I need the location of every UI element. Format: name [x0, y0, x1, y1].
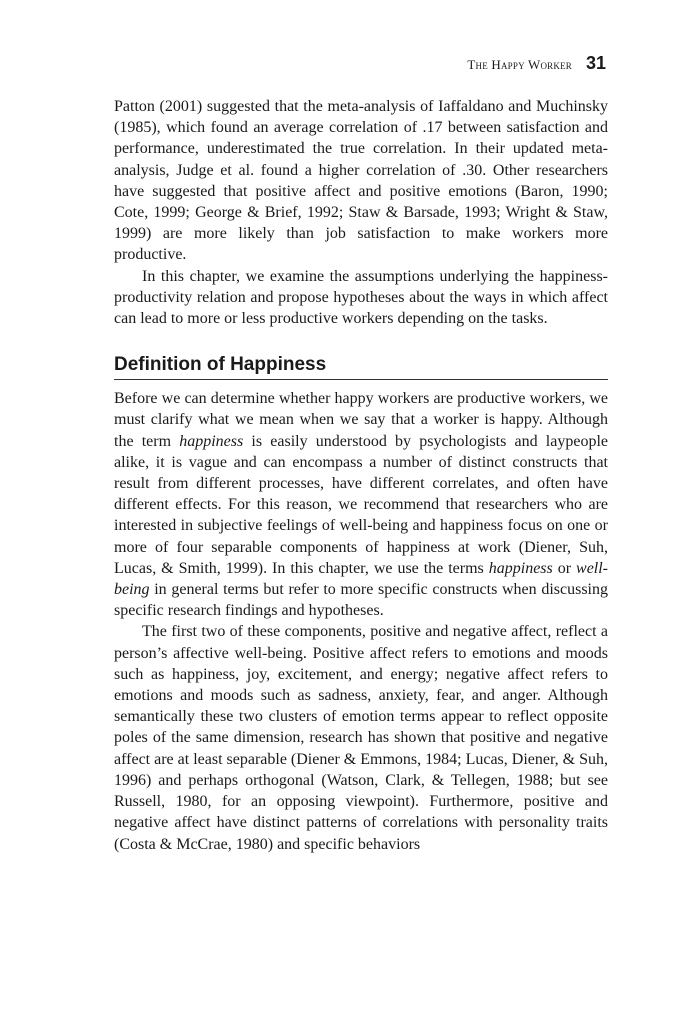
page-number: 31 [585, 53, 606, 73]
paragraph-3-text-1: Before we can determine whether happy workers are productive workers, we must clarify what we mean when we say that a worker is happy. Although the term [114, 390, 608, 450]
paragraph-2: In this chapter, we examine the assumptions underlying the happiness-productivity relation and propose hypotheses about the ways in which affect can lead to more or less productive workers depending on the tasks. [114, 267, 608, 328]
main-text [114, 96, 608, 855]
running-header [467, 53, 606, 74]
term-happiness: happiness [179, 432, 244, 450]
paragraph-3-text-2: is easily understood by psychologists and laypeople alike, it is vague and can encompass a number of distinct constructs that result from different processes, have different correlates, and often have different effects. For this reason, we recommend that researchers who are interested in subjective feelings of well-being and happiness focus on one or more of four separable components of happiness at work (Diener, Suh, Lucas, & Smith, 1999). In this chapter, we use the terms [114, 432, 608, 577]
paragraph-3-text-3: or [552, 559, 577, 577]
paragraph-3-text-4: in general terms but refer to more specific constructs when discussing specific research findings and hypotheses. [114, 581, 608, 620]
section-heading: Definition of Happiness [114, 354, 327, 376]
running-title: The Happy Worker [467, 57, 572, 72]
paragraph-4: The first two of these components, positive and negative affect, reflect a person’s affective well-being. Positive affect refers to emotions and moods such as happiness, joy, excitement, and energy; negative affect refers to emotions and moods such as sadness, anxiety, fear, and anger. Although semantically these two clusters of emotion terms appear to reflect opposite poles of the same dimension, research has shown that positive and negative affect are at least separable (Diener & Emmons, 1984; Lucas, Diener, & Suh, 1996) and perhaps orthogonal (Watson, Clark, & Tellegen, 1988; but see Russell, 1980, for an opposing viewpoint). Furthermore, positive and negative affect have distinct patterns of correlations with personality traits (Costa & McCrae, 1980) and specific behaviors [114, 623, 608, 853]
section-heading-rule [114, 353, 608, 380]
paragraph-3 [114, 388, 608, 621]
paragraph-1: Patton (2001) suggested that the meta-analysis of Iaffaldano and Muchinsky (1985), which found an average correlation of .17 between satisfaction and performance, underestimated the true correlation. In their updated meta-analysis, Judge et al. found a higher correlation of .30. Other researchers have suggested that positive affect and positive emotions (Baron, 1990; Cote, 1999; George & Brief, 1992; Staw & Barsade, 1993; Wright & Staw, 1999) are more likely than job satisfaction to make workers more productive. [114, 98, 608, 264]
term-well-being: well-being [114, 559, 609, 599]
term-happiness-2: happiness [488, 559, 553, 577]
